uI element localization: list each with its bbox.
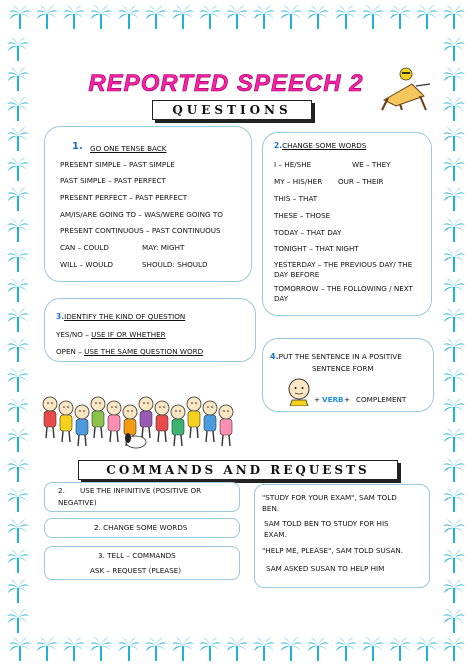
charlie-brown-icon	[286, 378, 312, 406]
palm-tree-icon	[442, 397, 468, 423]
word-pair: OUR – THEIR	[338, 177, 384, 186]
peanuts-character	[75, 405, 89, 446]
box1-heading: GO ONE TENSE BACK	[90, 144, 167, 153]
palm-tree-icon	[279, 636, 303, 666]
palm-tree-icon	[225, 636, 249, 666]
palm-tree-icon	[6, 217, 32, 243]
palm-tree-icon	[8, 636, 32, 666]
palm-tree-icon	[442, 247, 468, 273]
complement-label: COMPLEMENT	[356, 395, 407, 404]
palm-tree-icon	[144, 636, 168, 666]
box3-heading-row: 3.IDENTIFY THE KIND OF QUESTION	[56, 312, 186, 321]
palm-tree-icon	[388, 4, 412, 34]
box2-heading-row: 2.CHANGE SOME WORDS	[274, 141, 367, 150]
palm-tree-icon	[6, 518, 32, 544]
palm-tree-icon	[35, 4, 59, 34]
step3-line2: ASK – REQUEST (PLEASE)	[90, 566, 182, 575]
palm-tree-icon	[442, 307, 468, 333]
palm-tree-icon	[6, 96, 32, 122]
peanuts-character	[187, 397, 201, 438]
palm-tree-icon	[198, 4, 222, 34]
word-pair: WE – THEY	[352, 160, 391, 169]
peanuts-character	[171, 405, 185, 446]
palm-tree-icon	[388, 636, 412, 666]
palm-tree-icon	[442, 427, 468, 453]
palm-tree-icon	[306, 4, 330, 34]
peanuts-character	[203, 401, 217, 442]
palm-tree-icon	[6, 337, 32, 363]
plus-sign: +	[344, 395, 351, 404]
word-pair: I – HE/SHE	[274, 160, 312, 169]
step2-text: 2. CHANGE SOME WORDS	[94, 523, 188, 532]
palm-tree-icon	[144, 4, 168, 34]
palm-tree-icon	[117, 4, 141, 34]
palm-tree-icon	[442, 36, 468, 62]
palm-tree-icon	[442, 518, 468, 544]
modal-row: WILL – WOULD	[60, 260, 113, 269]
box4-line2: SENTENCE FORM	[312, 364, 374, 373]
palm-border-bottom	[8, 636, 466, 666]
tense-row: PRESENT CONTINUOUS – PAST CONTINUOUS	[60, 226, 221, 235]
tense-row: PRESENT PERFECT – PAST PERFECT	[60, 193, 188, 202]
palm-tree-icon	[6, 36, 32, 62]
peanuts-character	[91, 397, 105, 438]
palm-tree-icon	[415, 4, 439, 34]
palm-tree-icon	[6, 578, 32, 604]
palm-tree-icon	[171, 636, 195, 666]
palm-tree-icon	[35, 636, 59, 666]
palm-tree-icon	[442, 487, 468, 513]
palm-tree-icon	[6, 156, 32, 182]
palm-tree-icon	[442, 217, 468, 243]
beach-chair-icon	[372, 66, 436, 112]
word-row: THIS – THAT	[274, 194, 318, 203]
palm-tree-icon	[225, 4, 249, 34]
word-row: YESTERDAY – THE PREVIOUS DAY/ THE DAY BEFORE	[274, 260, 413, 279]
modal-row: CAN – COULD	[60, 243, 109, 252]
peanuts-character	[107, 401, 121, 442]
verb-label: VERB	[322, 395, 344, 404]
palm-tree-icon	[415, 636, 439, 666]
palm-tree-icon	[361, 4, 385, 34]
palm-tree-icon	[6, 307, 32, 333]
step1-line1: USE THE INFINITIVE (POSITIVE OR	[80, 486, 202, 495]
palm-tree-icon	[6, 608, 32, 634]
word-pair: MY – HIS/HER	[274, 177, 323, 186]
peanuts-character	[155, 401, 169, 442]
modal-row: MAY: MIGHT	[142, 243, 185, 252]
palm-tree-icon	[89, 4, 113, 34]
palm-tree-icon	[252, 4, 276, 34]
peanuts-character	[43, 397, 57, 438]
palm-tree-icon	[62, 4, 86, 34]
tense-row: AM/IS/ARE GOING TO – WAS/WERE GOING TO	[60, 210, 223, 219]
palm-tree-icon	[442, 337, 468, 363]
word-row: TONIGHT – THAT NIGHT	[274, 244, 359, 253]
step3-line1: 3. TELL – COMMANDS	[98, 551, 176, 560]
example-line: SAM TOLD BEN TO STUDY FOR HIS	[264, 519, 389, 528]
palm-tree-icon	[171, 4, 195, 34]
palm-tree-icon	[442, 96, 468, 122]
palm-tree-icon	[442, 66, 468, 92]
box1-number: 1.	[72, 141, 83, 152]
palm-tree-icon	[442, 608, 468, 634]
questions-section-header: QUESTIONS	[152, 100, 312, 120]
palm-tree-icon	[62, 636, 86, 666]
palm-tree-icon	[6, 548, 32, 574]
palm-tree-icon	[361, 636, 385, 666]
palm-tree-icon	[334, 4, 358, 34]
palm-tree-icon	[442, 156, 468, 182]
palm-tree-icon	[6, 397, 32, 423]
palm-tree-icon	[442, 367, 468, 393]
peanuts-character	[139, 397, 153, 438]
peanuts-character	[219, 405, 233, 446]
word-row: TOMORROW – THE FOLLOWING / NEXT DAY	[274, 284, 413, 303]
word-row: THESE – THOSE	[274, 211, 331, 220]
commands-section-header: COMMANDS AND REQUESTS	[78, 460, 398, 480]
example-line: "STUDY FOR YOUR EXAM", SAM TOLD	[262, 493, 397, 502]
word-row: TODAY – THAT DAY	[274, 228, 342, 237]
modal-row: SHOULD: SHOULD	[142, 260, 208, 269]
example-line: SAM ASKED SUSAN TO HELP HIM	[266, 564, 385, 573]
yes-no-rule: YES/NO – USE IF OR WHETHER	[56, 330, 166, 339]
palm-tree-icon	[334, 636, 358, 666]
palm-tree-icon	[442, 186, 468, 212]
step1-line2: NEGATIVE)	[58, 498, 97, 507]
palm-tree-icon	[442, 548, 468, 574]
tense-row: PRESENT SIMPLE – PAST SIMPLE	[60, 160, 175, 169]
palm-tree-icon	[6, 487, 32, 513]
palm-tree-icon	[442, 636, 466, 666]
palm-tree-icon	[6, 186, 32, 212]
example-line: BEN.	[262, 504, 280, 513]
palm-border-left	[6, 36, 32, 634]
open-rule: OPEN – USE THE SAME QUESTION WORD	[56, 347, 204, 356]
example-line: "HELP ME, PLEASE", SAM TOLD SUSAN.	[262, 546, 404, 555]
palm-tree-icon	[442, 126, 468, 152]
palm-tree-icon	[8, 4, 32, 34]
step1-number: 2.	[58, 486, 65, 495]
peanuts-group-icon	[40, 388, 240, 454]
palm-tree-icon	[6, 427, 32, 453]
palm-tree-icon	[442, 4, 466, 34]
palm-tree-icon	[252, 636, 276, 666]
palm-tree-icon	[6, 66, 32, 92]
palm-tree-icon	[6, 457, 32, 483]
palm-border-right	[442, 36, 468, 634]
palm-border-top	[8, 4, 466, 34]
palm-tree-icon	[6, 247, 32, 273]
palm-tree-icon	[198, 636, 222, 666]
plus-sign: +	[314, 395, 321, 404]
palm-tree-icon	[442, 277, 468, 303]
palm-tree-icon	[442, 578, 468, 604]
palm-tree-icon	[6, 126, 32, 152]
tense-row: PAST SIMPLE – PAST PERFECT	[60, 176, 166, 185]
page-title: REPORTED SPEECH 2	[88, 70, 364, 97]
box4-line1: 4.PUT THE SENTENCE IN A POSITIVE	[270, 352, 402, 361]
palm-tree-icon	[279, 4, 303, 34]
palm-tree-icon	[6, 277, 32, 303]
palm-tree-icon	[306, 636, 330, 666]
palm-tree-icon	[442, 457, 468, 483]
palm-tree-icon	[6, 367, 32, 393]
palm-tree-icon	[89, 636, 113, 666]
palm-tree-icon	[117, 636, 141, 666]
example-line: EXAM.	[264, 530, 287, 539]
peanuts-character	[59, 401, 73, 442]
